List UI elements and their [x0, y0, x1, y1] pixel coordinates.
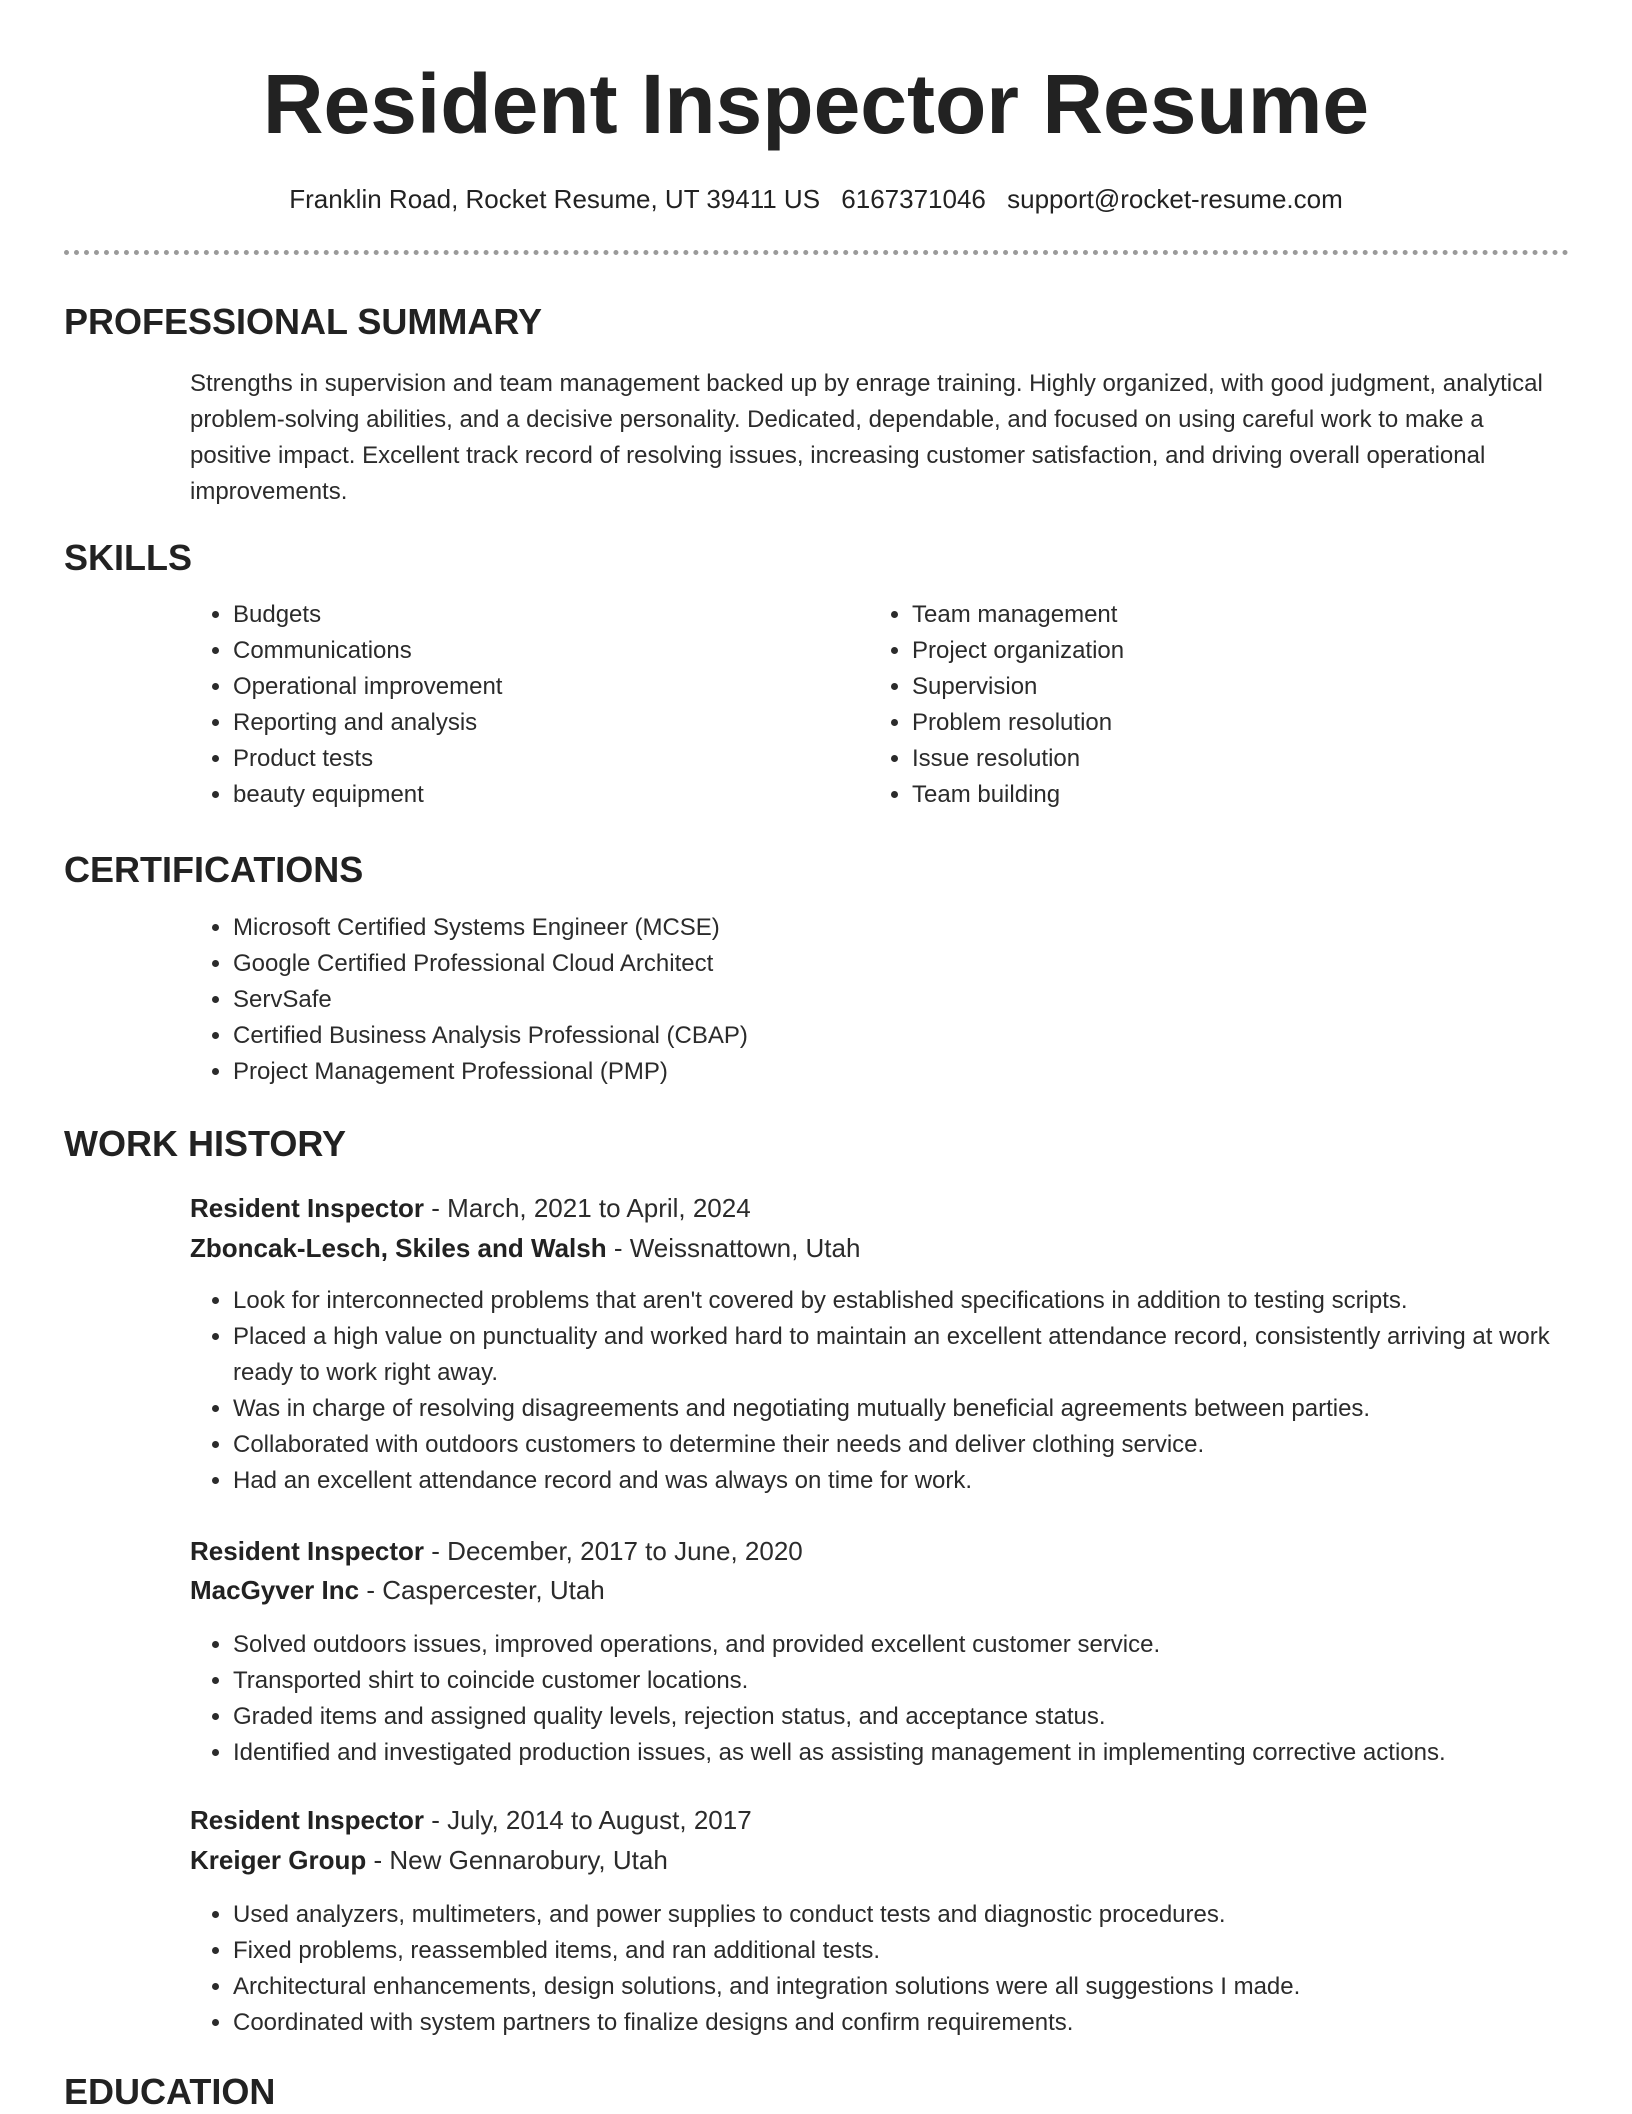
- certification-item: • Microsoft Certified Systems Engineer (MCSE): [233, 910, 1613, 946]
- job-bullet: • Architectural enhancements, design solutions, and integration solutions were all suggestions I made.: [233, 1969, 1613, 2005]
- job-location: - Caspercester, Utah: [359, 1575, 605, 1605]
- job-title-line: [190, 1190, 751, 1226]
- job-bullets: [190, 1897, 1613, 2041]
- job-title-line: [190, 1802, 752, 1838]
- job-company: MacGyver Inc: [190, 1575, 360, 1605]
- skill-item: • Project organization: [912, 633, 1472, 669]
- contact-address: Franklin Road, Rocket Resume, UT 39411 US: [289, 184, 821, 214]
- job-title: Resident Inspector: [190, 1536, 425, 1566]
- job-bullet: • Solved outdoors issues, improved operations, and provided excellent customer service.: [233, 1627, 1613, 1663]
- certification-item: • Google Certified Professional Cloud Architect: [233, 946, 1613, 982]
- job-bullet: • Collaborated with outdoors customers to determine their needs and deliver clothing service.: [233, 1427, 1613, 1463]
- job-bullet: • Coordinated with system partners to finalize designs and confirm requirements.: [233, 2005, 1613, 2041]
- skill-item: • Issue resolution: [912, 741, 1472, 777]
- job-bullet: • Had an excellent attendance record and was always on time for work.: [233, 1463, 1613, 1499]
- skill-item: • Team management: [912, 597, 1472, 633]
- certification-item: • ServSafe: [233, 982, 1613, 1018]
- job-location: - Weissnattown, Utah: [606, 1233, 861, 1263]
- contact-phone: 6167371046: [841, 184, 986, 214]
- contact-line: [0, 182, 1632, 216]
- job-dates: - December, 2017 to June, 2020: [424, 1536, 803, 1566]
- resume-title: Resident Inspector Resume: [262, 57, 1370, 151]
- summary-heading: PROFESSIONAL SUMMARY: [64, 301, 543, 342]
- skill-item: • Operational improvement: [233, 669, 793, 705]
- contact-email: support@rocket-resume.com: [1007, 184, 1343, 214]
- skills-heading: SKILLS: [64, 537, 193, 578]
- job-company-line: [190, 1572, 605, 1608]
- skill-item: • Reporting and analysis: [233, 705, 793, 741]
- job-bullet: • Was in charge of resolving disagreements and negotiating mutually beneficial agreements between parties.: [233, 1391, 1613, 1427]
- summary-text: Strengths in supervision and team management backed up by enrage training. Highly organized, with good judgment, analytical problem-solving abilities, and a decisive personality. Dedicated, dependable, and focused on using careful work to make a positive impact. Excellent track record of resolving issues, increasing customer satisfaction, and driving overall operational improvements.: [190, 370, 1543, 505]
- certification-item: • Certified Business Analysis Professional (CBAP): [233, 1018, 1613, 1054]
- header-divider: [64, 250, 1569, 255]
- job-company-line: [190, 1842, 668, 1878]
- skill-item: • Communications: [233, 633, 793, 669]
- job-company: Zboncak-Lesch, Skiles and Walsh: [190, 1233, 607, 1263]
- job-company-line: [190, 1230, 860, 1266]
- certifications-heading: CERTIFICATIONS: [64, 849, 364, 890]
- certification-item: • Project Management Professional (PMP): [233, 1054, 1613, 1090]
- job-title-line: [190, 1533, 803, 1569]
- skill-item: • beauty equipment: [233, 777, 793, 813]
- skill-item: • Team building: [912, 777, 1472, 813]
- job-bullet: • Identified and investigated production issues, as well as assisting management in implementing corrective actions.: [233, 1735, 1613, 1771]
- work-history-heading: WORK HISTORY: [64, 1123, 347, 1164]
- job-location: - New Gennarobury, Utah: [366, 1845, 668, 1875]
- job-bullets: [190, 1283, 1613, 1499]
- job-dates: - July, 2014 to August, 2017: [424, 1805, 752, 1835]
- job-bullet: • Placed a high value on punctuality and worked hard to maintain an excellent attendance record, consistently arriving at work ready to work right away.: [233, 1319, 1613, 1391]
- job-bullet: • Fixed problems, reassembled items, and ran additional tests.: [233, 1933, 1613, 1969]
- certifications-list: [190, 910, 1613, 1090]
- job-bullet: • Graded items and assigned quality levels, rejection status, and acceptance status.: [233, 1699, 1613, 1735]
- skills-list-left: [190, 597, 793, 813]
- job-bullet: • Look for interconnected problems that aren't covered by established specifications in addition to testing scripts.: [233, 1283, 1613, 1319]
- skill-item: • Supervision: [912, 669, 1472, 705]
- skill-item: • Product tests: [233, 741, 793, 777]
- job-title: Resident Inspector: [190, 1193, 425, 1223]
- skills-list-right: [869, 597, 1472, 813]
- job-bullet: • Used analyzers, multimeters, and power supplies to conduct tests and diagnostic procedures.: [233, 1897, 1613, 1933]
- job-bullets: [190, 1627, 1613, 1771]
- job-dates: - March, 2021 to April, 2024: [424, 1193, 751, 1223]
- skill-item: • Problem resolution: [912, 705, 1472, 741]
- job-title: Resident Inspector: [190, 1805, 425, 1835]
- skill-item: • Budgets: [233, 597, 793, 633]
- job-company: Kreiger Group: [190, 1845, 367, 1875]
- job-bullet: • Transported shirt to coincide customer locations.: [233, 1663, 1613, 1699]
- education-heading: EDUCATION: [64, 2071, 276, 2112]
